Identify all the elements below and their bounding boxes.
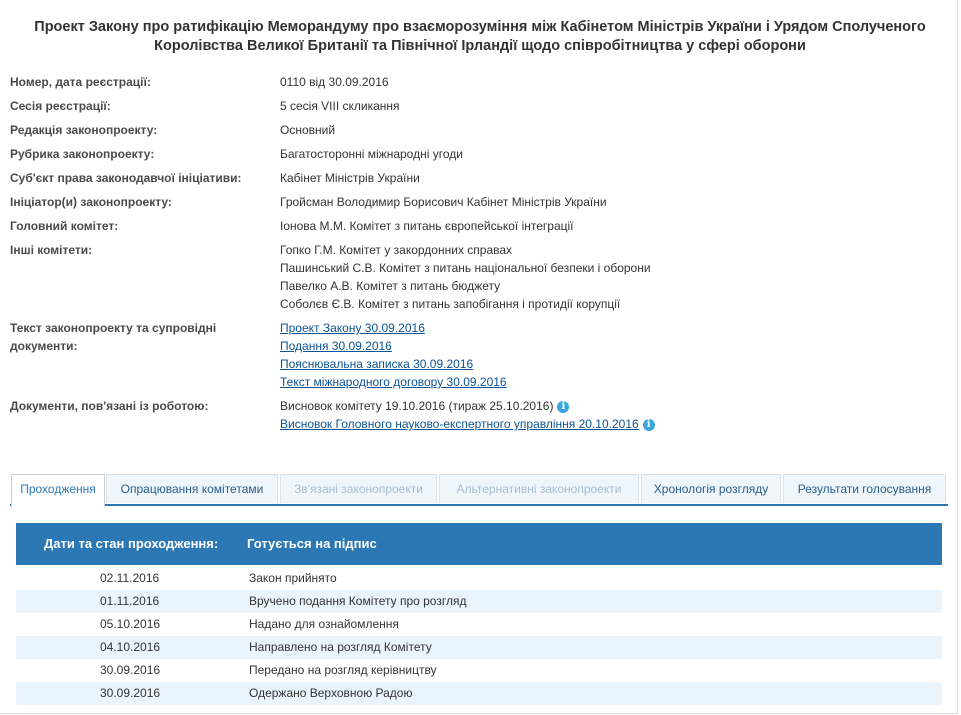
row-event: Направлено на розгляд Комітету (249, 640, 432, 654)
document-link-submission[interactable]: Подання 30.09.2016 (280, 339, 392, 353)
info-label: Документи, пов'язані із роботою: (10, 399, 209, 413)
table-header-status: Готується на підпис (247, 536, 377, 551)
table-row (16, 590, 942, 613)
table-row (16, 636, 942, 659)
tab-linked-bills: Зв'язані законопроекти (280, 474, 437, 503)
row-date: 01.11.2016 (100, 594, 160, 608)
tab-committee-work[interactable]: Опрацювання комітетами (106, 474, 278, 503)
table-row (16, 567, 942, 590)
row-date: 05.10.2016 (100, 617, 161, 631)
info-label: Інші комітети: (10, 243, 93, 257)
info-label: Головний комітет: (10, 219, 119, 233)
session-value: 5 сесія VIII скликання (280, 99, 400, 113)
row-date: 04.10.2016 (100, 640, 161, 654)
row-event: Одержано Верховною Радою (249, 686, 413, 700)
tab-chronology[interactable]: Хронологія розгляду (641, 474, 781, 503)
tab-voting-results[interactable]: Результати голосування (783, 474, 946, 503)
row-date: 30.09.2016 (100, 663, 161, 677)
info-label: Рубрика законопроекту: (10, 147, 155, 161)
rubric-value: Багатосторонні міжнародні угоди (280, 147, 463, 161)
committee-conclusion-text: Висновок комітету 19.10.2016 (тираж 25.10.2016) (280, 399, 554, 413)
row-date: 30.09.2016 (100, 686, 161, 700)
document-link-explanatory-note[interactable]: Пояснювальна записка 30.09.2016 (280, 357, 474, 371)
related-document-item (280, 397, 920, 415)
page-title: Проект Закону про ратифікацію Меморандуму про взаєморозуміння між Кабінетом Міністрів України і Урядом Сполученого Королівства Великої Британії та Північної Ірландії щодо співробітництва у сфері оборони (34, 19, 926, 54)
committee-item: Пашинський С.В. Комітет з питань національної безпеки і оборони (280, 261, 651, 275)
tab-passage[interactable]: Проходження (11, 474, 105, 507)
document-link-treaty-text[interactable]: Текст міжнародного договору 30.09.2016 (280, 375, 507, 389)
table-row (16, 682, 942, 705)
main-committee-value: Іонова М.М. Комітет з питань європейської інтеграції (280, 219, 574, 233)
info-label: Текст законопроекту та супровідні (10, 321, 217, 335)
info-circle-icon[interactable]: i (557, 401, 569, 413)
row-event: Закон прийнято (249, 571, 337, 585)
info-label: Номер, дата реєстрації: (10, 75, 151, 89)
expert-conclusion-link[interactable]: Висновок Головного науково-експертного управління 20.10.2016 (280, 417, 639, 431)
committee-item: Соболєв Є.В. Комітет з питань запобігання і протидії корупції (280, 297, 621, 311)
row-event: Передано на розгляд керівництву (249, 663, 437, 677)
info-label: Сесія реєстрації: (10, 99, 111, 113)
row-event: Надано для ознайомлення (249, 617, 399, 631)
table-header-label: Дати та стан проходження: (44, 536, 219, 551)
committee-item: Павелко А.В. Комітет з питань бюджету (280, 279, 501, 293)
info-label: Суб'єкт права законодавчої ініціативи: (10, 171, 242, 185)
row-event: Вручено подання Комітету про розгляд (249, 594, 467, 608)
edition-value: Основний (280, 123, 336, 137)
passage-table-header (16, 523, 942, 565)
info-label: Редакція законопроекту: (10, 123, 158, 137)
row-date: 02.11.2016 (100, 571, 160, 585)
committee-item: Гопко Г.М. Комітет у закордонних справах (280, 243, 513, 257)
initiator-value: Гройсман Володимир Борисович Кабінет Міністрів України (280, 195, 607, 209)
table-row (16, 613, 942, 636)
info-label: документи: (10, 339, 78, 353)
tab-alternative-bills: Альтернативні законопроекти (439, 474, 639, 503)
tabs-bar (10, 474, 948, 506)
info-circle-icon[interactable]: i (643, 419, 655, 431)
subject-value: Кабінет Міністрів України (280, 171, 420, 185)
document-link-bill[interactable]: Проект Закону 30.09.2016 (280, 321, 425, 335)
related-document-item (280, 415, 920, 433)
info-label: Ініціатор(и) законопроекту: (10, 195, 172, 209)
table-row (16, 659, 942, 682)
registration-number: 0110 від 30.09.2016 (280, 75, 389, 89)
